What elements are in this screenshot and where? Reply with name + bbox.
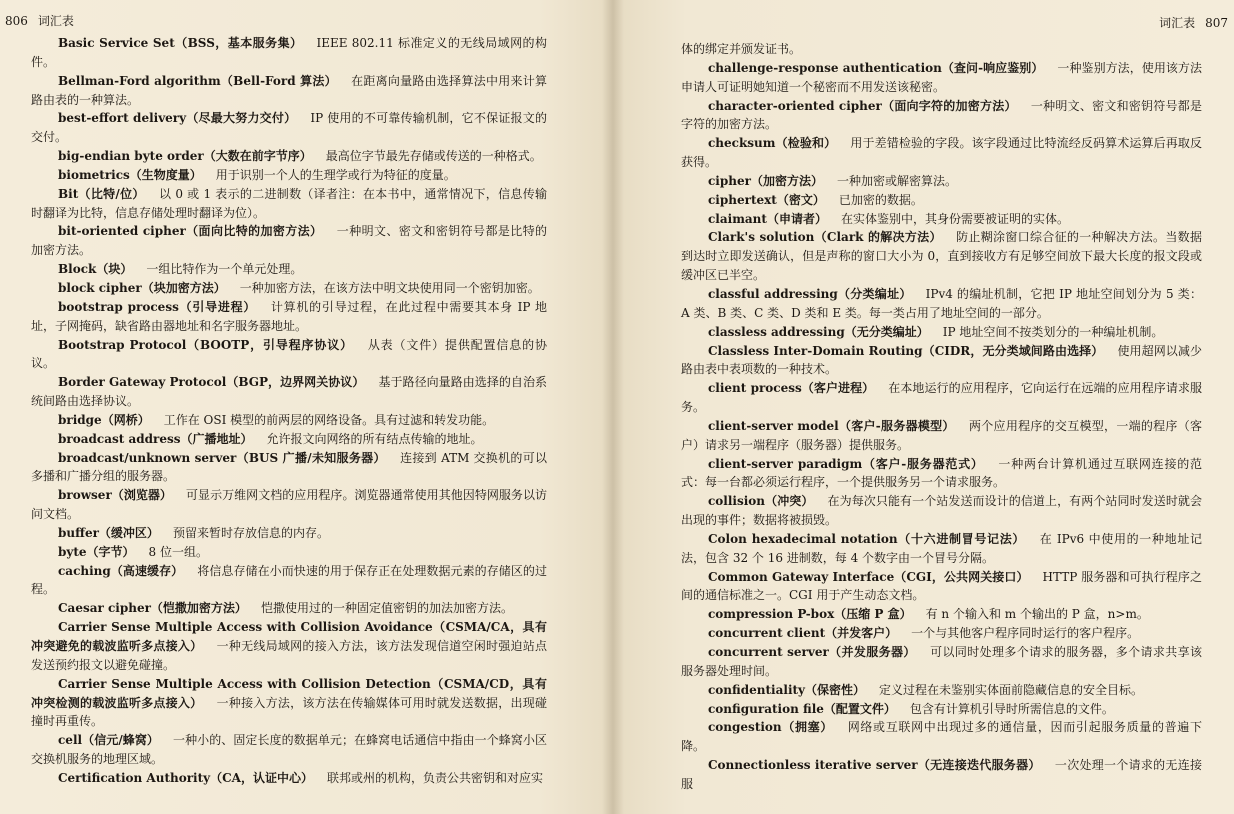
glossary-term: Caesar cipher（恺撒加密方法）: [58, 601, 247, 616]
glossary-term: Certification Authority（CA，认证中心）: [58, 770, 313, 785]
glossary-entry: [681, 492, 1202, 530]
glossary-term: buffer（缓冲区）: [58, 525, 159, 540]
glossary-term: best-effort delivery（尽最大努力交付）: [58, 111, 297, 126]
glossary-term: Carrier Sense Multiple Access with Collision Avoidance（CSMA/CA，具有冲突避免的载波监听多点接入）: [31, 620, 547, 653]
glossary-definition: 在本地运行的应用程序，它向运行在远端的应用程序请求服务。: [681, 381, 1202, 415]
glossary-definition: 一种明文、密文和密钥符号都是字符的加密方法。: [681, 98, 1202, 132]
glossary-entry: [31, 769, 547, 788]
glossary-term: Connectionless iterative server（无连接迭代服务器）: [708, 758, 1041, 773]
glossary-definition: 在实体鉴别中，其身份需要被证明的实体。: [840, 211, 1069, 226]
glossary-term: classless addressing（无分类编址）: [708, 324, 929, 339]
glossary-entry: [681, 228, 1202, 285]
glossary-definition: 以 0 或 1 表示的二进制数（译者注：在本书中，通常情况下，信息传输时翻译为比特，信息存储处理时翻译为位）。: [31, 186, 547, 220]
glossary-term: Bellman-Ford algorithm（Bell-Ford 算法）: [58, 73, 337, 88]
glossary-definition: 使用超网以减少路由表中表项数的一种技术。: [681, 343, 1202, 377]
glossary-entry: [681, 681, 1202, 700]
glossary-definition: 用于识别一个人的生理学或行为特征的度量。: [215, 167, 456, 182]
glossary-definition: 一种鉴别方法，使用该方法申请人可证明她知道一个秘密而不用发送该秘密。: [681, 60, 1202, 94]
glossary-term: concurrent server（并发服务器）: [708, 645, 916, 659]
glossary-definition: 在 IPv6 中使用的一种地址记法，包含 32 个 16 进制数，每 4 个数字由一个冒号分隔。: [681, 531, 1202, 565]
glossary-entry: [31, 562, 547, 600]
glossary-entry: [681, 605, 1202, 624]
glossary-entry: [31, 72, 547, 110]
glossary-entry: [681, 624, 1202, 643]
glossary-entry: [681, 323, 1202, 342]
glossary-definition: 一个与其他客户程序同时运行的客户程序。: [911, 626, 1140, 641]
glossary-entry: [31, 185, 547, 223]
glossary-entry: [681, 191, 1202, 210]
glossary-term: confidentiality（保密性）: [708, 682, 866, 697]
glossary-entry: [31, 109, 547, 147]
glossary-entry: [31, 279, 547, 298]
glossary-entry: [681, 59, 1202, 97]
glossary-entry: [681, 97, 1202, 135]
glossary-entry: [681, 210, 1202, 229]
glossary-term: Bit（比特/位）: [58, 186, 145, 201]
glossary-entry: [31, 260, 547, 279]
glossary-term: Common Gateway Interface（CGI，公共网关接口）: [708, 569, 1029, 584]
left-page-number: 806: [5, 14, 28, 28]
glossary-term: cipher（加密方法）: [708, 173, 823, 188]
glossary-entry: [31, 543, 547, 562]
continuation-text: 体的绑定并颁发证书。: [681, 42, 802, 56]
glossary-definition: 从表（文件）提供配置信息的协议。: [31, 337, 547, 371]
glossary-definition: 一种明文、密文和密钥符号都是比特的加密方法。: [31, 224, 547, 258]
glossary-definition: 有 n 个输入和 m 个输出的 P 盒，n>m。: [925, 607, 1149, 622]
left-page: [0, 0, 612, 814]
glossary-term: client-server model（客户-服务器模型）: [708, 418, 955, 433]
glossary-term: claimant（申请者）: [708, 211, 827, 226]
glossary-entry: [31, 430, 547, 449]
glossary-definition: 基于路径向量路由选择的自治系统间路由选择协议。: [31, 375, 547, 409]
glossary-definition: 一种接入方法，该方法在传输媒体可用时就发送数据，出现碰撞时再重传。: [31, 695, 547, 729]
glossary-term: broadcast address（广播地址）: [58, 431, 253, 446]
glossary-term: bridge（网桥）: [58, 412, 150, 427]
glossary-definition: IEEE 802.11 标准定义的无线局域网的构件。: [31, 36, 548, 69]
glossary-term: concurrent client（并发客户）: [708, 626, 898, 641]
glossary-definition: IPv4 的编址机制，它把 IP 地址空间划分为 5 类：A 类、B 类、C 类、D 类和 E 类。每一类占用了地址空间的一部分。: [681, 286, 1202, 320]
glossary-entry: [31, 599, 547, 618]
glossary-entry: [681, 756, 1202, 794]
glossary-term: bootstrap process（引导进程）: [58, 299, 257, 314]
glossary-definition: 将信息存储在小而快速的用于保存正在处理数据元素的存储区的过程。: [31, 563, 547, 597]
glossary-definition: 工作在 OSI 模型的前两层的网络设备。具有过滤和转发功能。: [163, 412, 495, 427]
glossary-definition: IP 地址空间不按类划分的一种编址机制。: [942, 324, 1164, 339]
glossary-entry: [681, 568, 1202, 606]
glossary-definition: HTTP 服务器和可执行程序之间的通信标准之一。CGI 用于产生动态文档。: [681, 569, 1202, 603]
glossary-definition: 一种小的、固定长度的数据单元；在蜂窝电话通信中指由一个蜂窝小区交换机服务的地理区域。: [31, 733, 547, 767]
glossary-term: Block（块）: [58, 262, 133, 277]
glossary-definition: 网络或互联网中出现过多的通信量，因而引起服务质量的普遍下降。: [681, 720, 1202, 754]
glossary-term: client-server paradigm（客户-服务器范式）: [708, 456, 984, 471]
glossary-entry: [31, 524, 547, 543]
glossary-definition: 一次处理一个请求的无连接服: [681, 758, 1202, 791]
right-running-head: 词汇表: [1159, 16, 1196, 30]
glossary-term: Bootstrap Protocol（BOOTP，引导程序协议）: [58, 337, 353, 352]
glossary-term: browser（浏览器）: [58, 488, 172, 503]
glossary-definition: 一种加密或解密算法。: [836, 173, 957, 188]
glossary-definition: 包含有计算机引导时所需信息的文件。: [909, 701, 1114, 716]
glossary-definition: 恺撒使用过的一种固定值密钥的加法加密方法。: [260, 601, 513, 616]
glossary-term: compression P-box（压缩 P 盒）: [708, 607, 912, 622]
glossary-term: caching（高速缓存）: [58, 563, 184, 578]
glossary-term: cell（信元/蜂窝）: [58, 733, 159, 748]
glossary-definition: 联邦或州的机构，负责公共密钥和对应实: [327, 770, 544, 785]
glossary-entry: [31, 731, 547, 769]
glossary-entry: [681, 172, 1202, 191]
right-page-number: 807: [1205, 16, 1228, 30]
glossary-term: Clark's solution（Clark 的解决方法）: [708, 230, 942, 245]
glossary-term: bit-oriented cipher（面向比特的加密方法）: [58, 224, 323, 239]
glossary-entry: [681, 285, 1202, 323]
glossary-entry: [31, 675, 547, 732]
glossary-definition: 最高位字节最先存储或传送的一种格式。: [325, 149, 542, 164]
glossary-term: collision（冲突）: [708, 494, 814, 509]
left-running-header: [5, 12, 74, 29]
glossary-term: big-endian byte order（大数在前字节序）: [58, 149, 312, 164]
glossary-term: character-oriented cipher（面向字符的加密方法）: [708, 98, 1017, 113]
left-glossary-body: [31, 34, 547, 788]
glossary-definition: 在距离向量路由选择算法中用来计算路由表的一种算法。: [31, 73, 547, 107]
glossary-term: ciphertext（密文）: [708, 192, 825, 207]
glossary-definition: 预留来暂时存放信息的内存。: [172, 525, 329, 540]
glossary-entry: [31, 486, 547, 524]
glossary-term: configuration file（配置文件）: [708, 701, 896, 716]
glossary-entry: [31, 222, 547, 260]
glossary-definition: 计算机的引导过程，在此过程中需要其本身 IP 地址，子网掩码，缺省路由器地址和名字服务器地址。: [31, 299, 548, 333]
glossary-definition: 用于差错检验的字段。该字段通过比特流经反码算术运算后再取反获得。: [681, 136, 1202, 170]
glossary-entry: [681, 342, 1202, 380]
right-glossary-body: [681, 40, 1202, 794]
glossary-term: biometrics（生物度量）: [58, 167, 202, 182]
glossary-entry: [681, 643, 1202, 681]
glossary-definition: 8 位一组。: [148, 544, 208, 559]
glossary-definition: 一种加密方法，在该方法中明文块使用同一个密钥加密。: [239, 280, 540, 295]
glossary-entry: [31, 34, 547, 72]
glossary-definition: 已加密的数据。: [838, 192, 923, 207]
glossary-entry: [31, 411, 547, 430]
glossary-term: Colon hexadecimal notation（十六进制冒号记法）: [708, 531, 1026, 546]
glossary-term: challenge-response authentication（查问-响应鉴别）: [708, 60, 1044, 75]
glossary-definition: 可显示万维网文档的应用程序。浏览器通常使用其他因特网服务以访问文档。: [31, 488, 547, 522]
right-page: [612, 0, 1234, 814]
glossary-definition: 定义过程在未鉴别实体面前隐藏信息的安全目标。: [879, 682, 1144, 697]
glossary-definition: 在为每次只能有一个站发送而设计的信道上，有两个站同时发送时就会出现的事件；数据将被损毁。: [681, 494, 1202, 528]
glossary-definition: 一种两台计算机通过互联网连接的范式：每一台都必须运行程序，一个提供服务另一个请求服务。: [681, 456, 1202, 490]
left-running-head: 词汇表: [37, 14, 74, 28]
glossary-term: broadcast/unknown server（BUS 广播/未知服务器）: [58, 450, 386, 465]
glossary-entry: [681, 530, 1202, 568]
glossary-entry: [31, 166, 547, 185]
glossary-entry: [681, 455, 1202, 493]
glossary-term: Classless Inter-Domain Routing（CIDR，无分类域间路由选择）: [708, 343, 1104, 358]
glossary-entry: [31, 618, 547, 675]
glossary-definition: 防止糊涂窗口综合征的一种解决方法。当数据到达时立即发送确认，但是声称的窗口大小为 0，直到接收方有足够空间放下最大长度的报文段或缓冲区已半空。: [681, 230, 1202, 283]
glossary-entry: [681, 417, 1202, 455]
glossary-definition: 可以同时处理多个请求的服务器，多个请求共享该服务器处理时间。: [681, 645, 1202, 678]
glossary-entry: [31, 336, 547, 374]
glossary-entry: [681, 700, 1202, 719]
glossary-term: Basic Service Set（BSS，基本服务集）: [58, 36, 303, 50]
glossary-entry: [681, 718, 1202, 756]
glossary-entry: [31, 147, 547, 166]
glossary-definition: 一种无线局域网的接入方法，该方法发现信道空闲时强迫站点发送预约报文以避免碰撞。: [31, 639, 547, 672]
glossary-entry: [31, 298, 547, 336]
glossary-entry: [31, 449, 547, 487]
glossary-term: block cipher（块加密方法）: [58, 280, 226, 295]
glossary-entry: [681, 134, 1202, 172]
glossary-entry: [681, 379, 1202, 417]
glossary-definition: IP 使用的不可靠传输机制，它不保证报文的交付。: [31, 111, 547, 145]
glossary-definition: 允许报文向网络的所有结点传输的地址。: [266, 431, 483, 446]
glossary-term: client process（客户进程）: [708, 381, 875, 396]
glossary-term: byte（字节）: [58, 544, 135, 559]
glossary-term: Carrier Sense Multiple Access with Collision Detection（CSMA/CD，具有冲突检测的载波监听多点接入）: [31, 676, 547, 710]
glossary-definition: 一组比特作为一个单元处理。: [146, 262, 303, 277]
glossary-entry: [31, 373, 547, 411]
glossary-term: checksum（检验和）: [708, 136, 837, 151]
glossary-term: congestion（拥塞）: [708, 720, 834, 735]
glossary-term: Border Gateway Protocol（BGP，边界网关协议）: [58, 375, 365, 390]
right-running-header: [1159, 14, 1228, 31]
glossary-term: classful addressing（分类编址）: [708, 286, 912, 301]
glossary-definition: 两个应用程序的交互模型，一端的程序（客户）请求另一端程序（服务器）提供服务。: [681, 418, 1202, 452]
glossary-definition: 连接到 ATM 交换机的可以多播和广播分组的服务器。: [31, 450, 547, 484]
